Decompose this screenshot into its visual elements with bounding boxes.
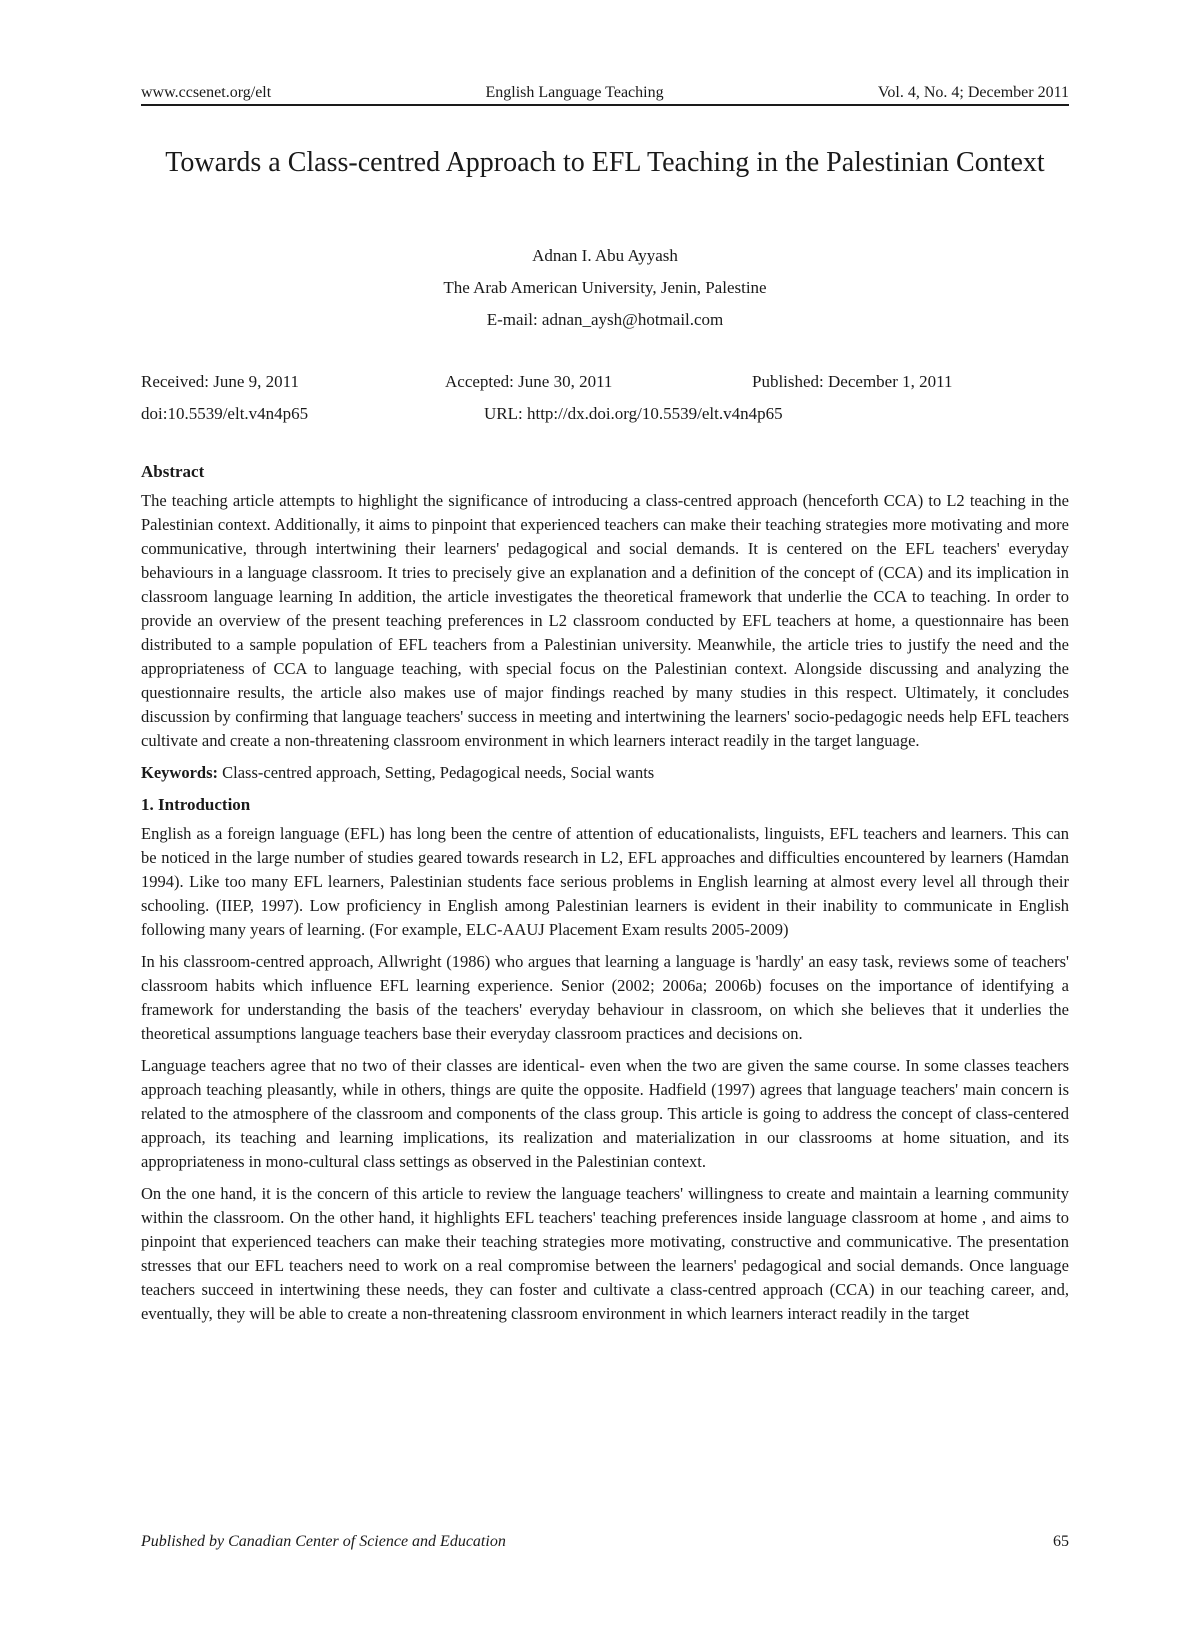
author-affiliation: The Arab American University, Jenin, Palestine (443, 278, 767, 297)
publisher-line: Published by Canadian Center of Science and Education (141, 1533, 506, 1550)
article-url[interactable]: URL: http://dx.doi.org/10.5539/elt.v4n4p65 (484, 404, 783, 423)
page-number: 65 (1053, 1533, 1069, 1550)
article-body (141, 460, 1069, 1334)
issue-info: Vol. 4, No. 4; December 2011 (877, 84, 1069, 101)
journal-url[interactable]: www.ccsenet.org/elt (141, 84, 272, 101)
author-block (141, 240, 1069, 336)
intro-paragraph: Language teachers agree that no two of their classes are identical- even when the two are given the same course. In some classes teachers approach teaching pleasantly, while in others, things are quite the opposite. Hadfield (1997) agrees that language teachers' main concern is related to the atmosphere of the classroom and components of the class group. This article is going to address the concept of class-centered approach, its teaching and learning implications, its realization and materialization in our classrooms at home situation, and its appropriateness in mono-cultural class settings as observed in the Palestinian context. (141, 1056, 1069, 1171)
author-email[interactable]: E-mail: adnan_aysh@hotmail.com (486, 310, 724, 329)
paper-title: Towards a Class-centred Approach to EFL Teaching in the Palestinian Context (165, 147, 1045, 178)
keywords-text: Class-centred approach, Setting, Pedagogical needs, Social wants (222, 763, 655, 782)
intro-paragraph: In his classroom-centred approach, Allwright (1986) who argues that learning a language is 'hardly' an easy task, reviews some of teachers' classroom habits which influence EFL learning experience. Senior (2002; 2006a; 2006b) focuses on the importance of identifying a framework for understanding the basis of the teachers' everyday behaviour in classroom, on which she believes that it underlies the theoretical assumptions language teachers base their everyday classroom practices and decisions on. (141, 952, 1069, 1043)
received-date: Received: June 9, 2011 (141, 372, 299, 391)
keywords-label: Keywords: (141, 763, 218, 782)
doi: doi:10.5539/elt.v4n4p65 (141, 404, 309, 423)
running-footer (141, 1533, 1069, 1551)
published-date: Published: December 1, 2011 (752, 372, 953, 391)
keywords (141, 761, 1069, 785)
running-header (141, 78, 1069, 106)
accepted-date: Accepted: June 30, 2011 (445, 372, 613, 391)
abstract-text: The teaching article attempts to highlight the significance of introducing a class-centred approach (henceforth CCA) to L2 teaching in the Palestinian context. Additionally, it aims to pinpoint that experienced teachers can make their teaching strategies more motivating and more communicative, through intertwining their learners' pedagogical and social demands. It is centered on the EFL teachers' everyday behaviours in a language classroom. It tries to precisely give an explanation and a definition of the concept of (CCA) and its implication in classroom language learning In addition, the article investigates the theoretical framework that underlie the CCA to teaching. In order to provide an overview of the present teaching preferences in L2 classroom conducted by EFL teachers at home, a questionnaire has been distributed to a sample population of EFL teachers from a Palestinian university. Meanwhile, the article tries to justify the need and the appropriateness of CCA to language teaching, with special focus on the Palestinian context. Alongside discussing and analyzing the questionnaire results, the article also makes use of major findings reached by many studies in this respect. Ultimately, it concludes discussion by confirming that language teachers' success in meeting and intertwining the learners' socio-pedagogic needs help EFL teachers cultivate and create a non-threatening classroom environment in which learners interact readily in the target language. (141, 491, 1069, 750)
publication-dates (141, 366, 1069, 430)
abstract-heading: Abstract (141, 462, 205, 481)
intro-paragraph: English as a foreign language (EFL) has long been the centre of attention of educationalists, linguists, EFL teachers and learners. This can be noticed in the large number of studies geared towards research in L2, EFL approaches and difficulties encountered by learners (Hamdan 1994). Like too many EFL learners, Palestinian students face serious problems in English learning at almost every level all through their schooling. (IIEP, 1997). Low proficiency in English among Palestinian learners is evident in their inability to communicate in English following many years of learning. (For example, ELC-AAUJ Placement Exam results 2005-2009) (141, 824, 1069, 939)
introduction-heading: 1. Introduction (141, 795, 251, 814)
intro-paragraph: On the one hand, it is the concern of this article to review the language teachers' willingness to create and maintain a learning community within the classroom. On the other hand, it highlights EFL teachers' teaching preferences inside language classroom at home , and aims to pinpoint that experienced teachers can make their teaching strategies more motivating, constructive and communicative. The presentation stresses that our EFL teachers need to work on a real compromise between the learners' pedagogical and social demands. Once language teachers succeed in intertwining these needs, they can foster and cultivate a class-centred approach (CCA) in our teaching career, and, eventually, they will be able to create a non-threatening classroom environment in which learners interact readily in the target (141, 1184, 1069, 1323)
journal-name: English Language Teaching (485, 84, 664, 101)
author-name: Adnan I. Abu Ayyash (532, 246, 678, 265)
